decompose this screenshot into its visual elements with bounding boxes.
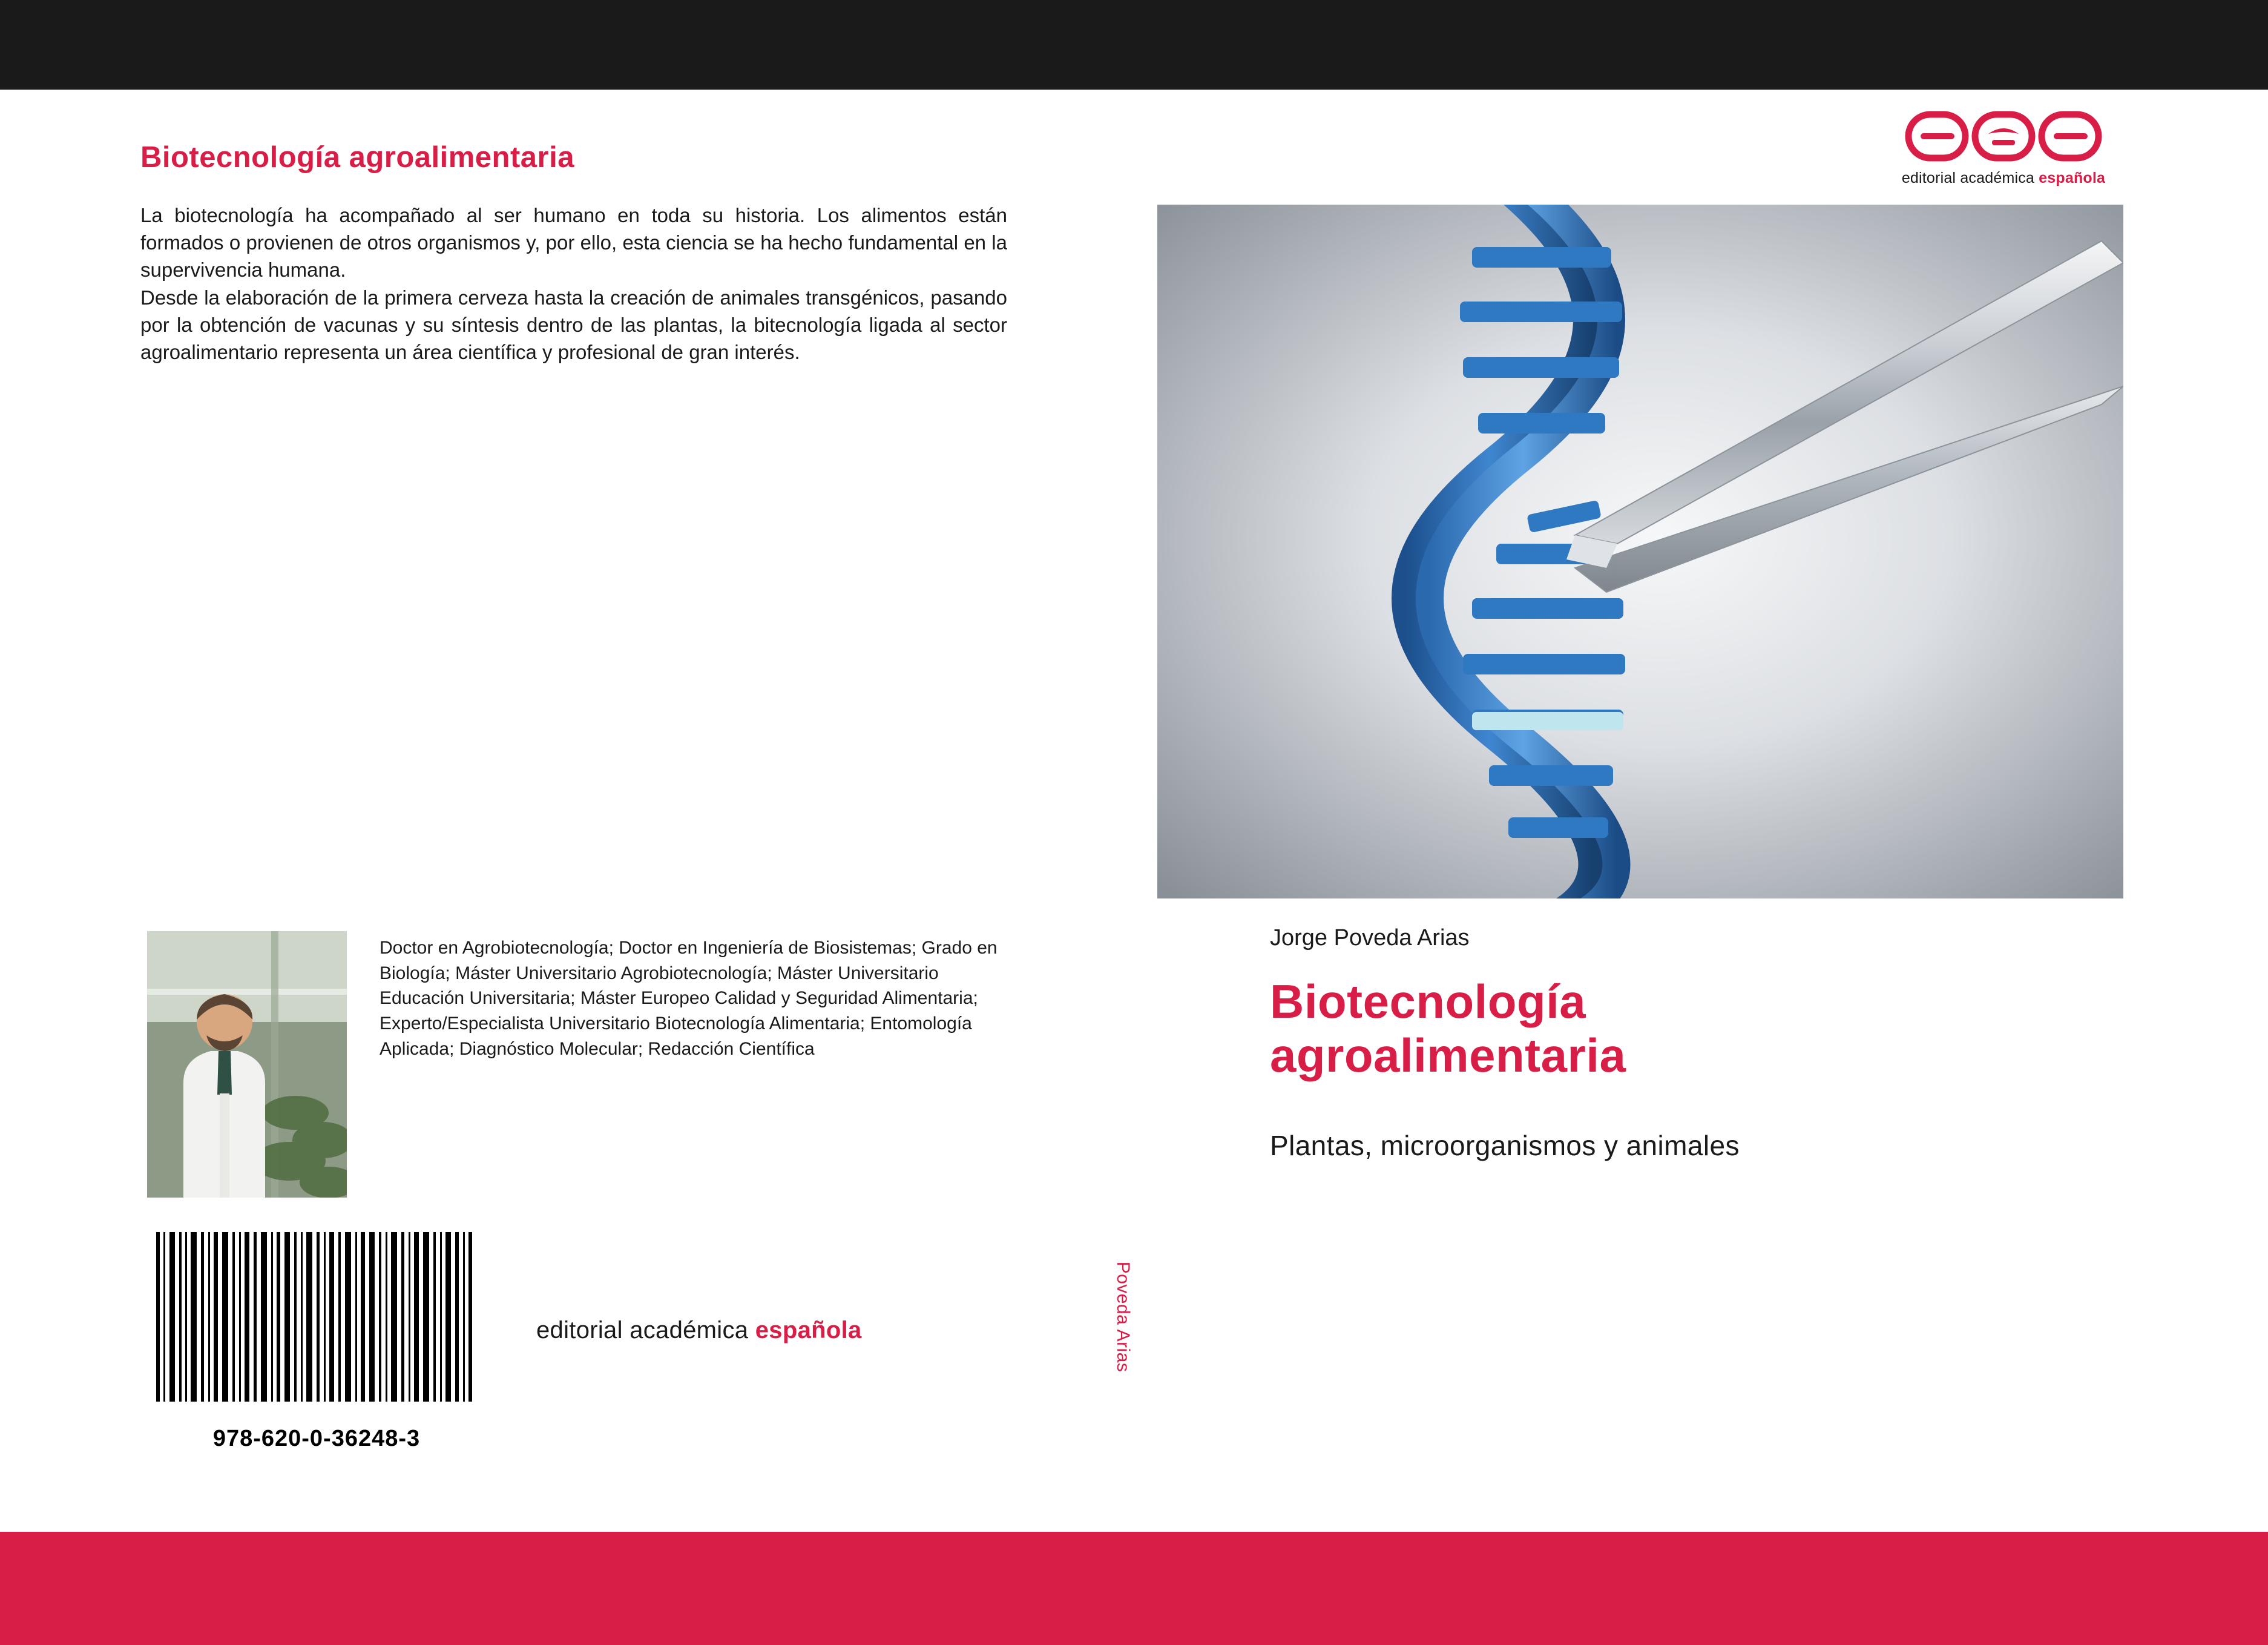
publisher-imprint-back-name: editorial académica [536,1317,755,1343]
spine-author-text: Poveda Arias [1113,1261,1133,1373]
barcode-bars [156,1232,477,1402]
spine [1090,90,1156,1532]
dna-helix-graphic [1157,205,2123,898]
publisher-logo [1873,106,2134,188]
blurb-paragraph-1: La biotecnología ha acompañado al ser humano en toda su historia. Los alimentos están formados o provienen de otros organismos y, por ello, esta ciencia se ha hecho fundamental en la supervivencia humana. [140,204,1007,282]
publisher-imprint-back [536,1317,862,1344]
top-black-band [0,0,2268,90]
publisher-logo-caption-accent: española [2039,170,2106,186]
isbn-number: 978-620-0-36248-3 [212,1426,421,1451]
eae-logo-icon [1873,106,2134,166]
back-cover-blurb [140,202,1007,366]
publisher-logo-caption [1873,170,2134,187]
front-cover-subtitle: Plantas, microorganismos y animales [1270,1130,1740,1161]
author-bio: Doctor en Agrobiotecnología; Doctor en Ingeniería de Biosistemas; Grado en Biología; Máster Universitario Agrobiotecnología; Máster Universitario Educación Universitaria; Máster Europeo Calidad y Seguridad Alimentaria; Experto/Especialista Universitario Biotecnología Alimentaria; Entomología Aplicada; Diagnóstico Molecular; Redacción Científica [380,938,998,1059]
bottom-crimson-band [0,1532,2268,1645]
author-photo [147,931,347,1198]
front-cover-author: Jorge Poveda Arias [1270,925,1470,951]
publisher-logo-caption-name: editorial académica [1901,170,2039,186]
front-cover-title [1270,975,2117,1083]
publisher-imprint-back-accent: española [755,1317,862,1343]
front-cover-title-line-1: Biotecnología [1270,975,1586,1028]
cover-artwork-dna-tweezers [1157,205,2123,898]
barcode [156,1232,477,1426]
blurb-paragraph-2: Desde la elaboración de la primera cerveza hasta la creación de animales transgénicos, pasando por la obtención de vacunas y su síntesis dentro de las plantas, la bitecnología ligada al sector agroalimentario representa un área científica y profesional de gran interés. [140,286,1007,364]
front-cover-title-line-2: agroalimentaria [1270,1028,1626,1082]
author-photo-graphic [147,931,347,1198]
back-cover-title: Biotecnología agroalimentaria [140,141,574,174]
